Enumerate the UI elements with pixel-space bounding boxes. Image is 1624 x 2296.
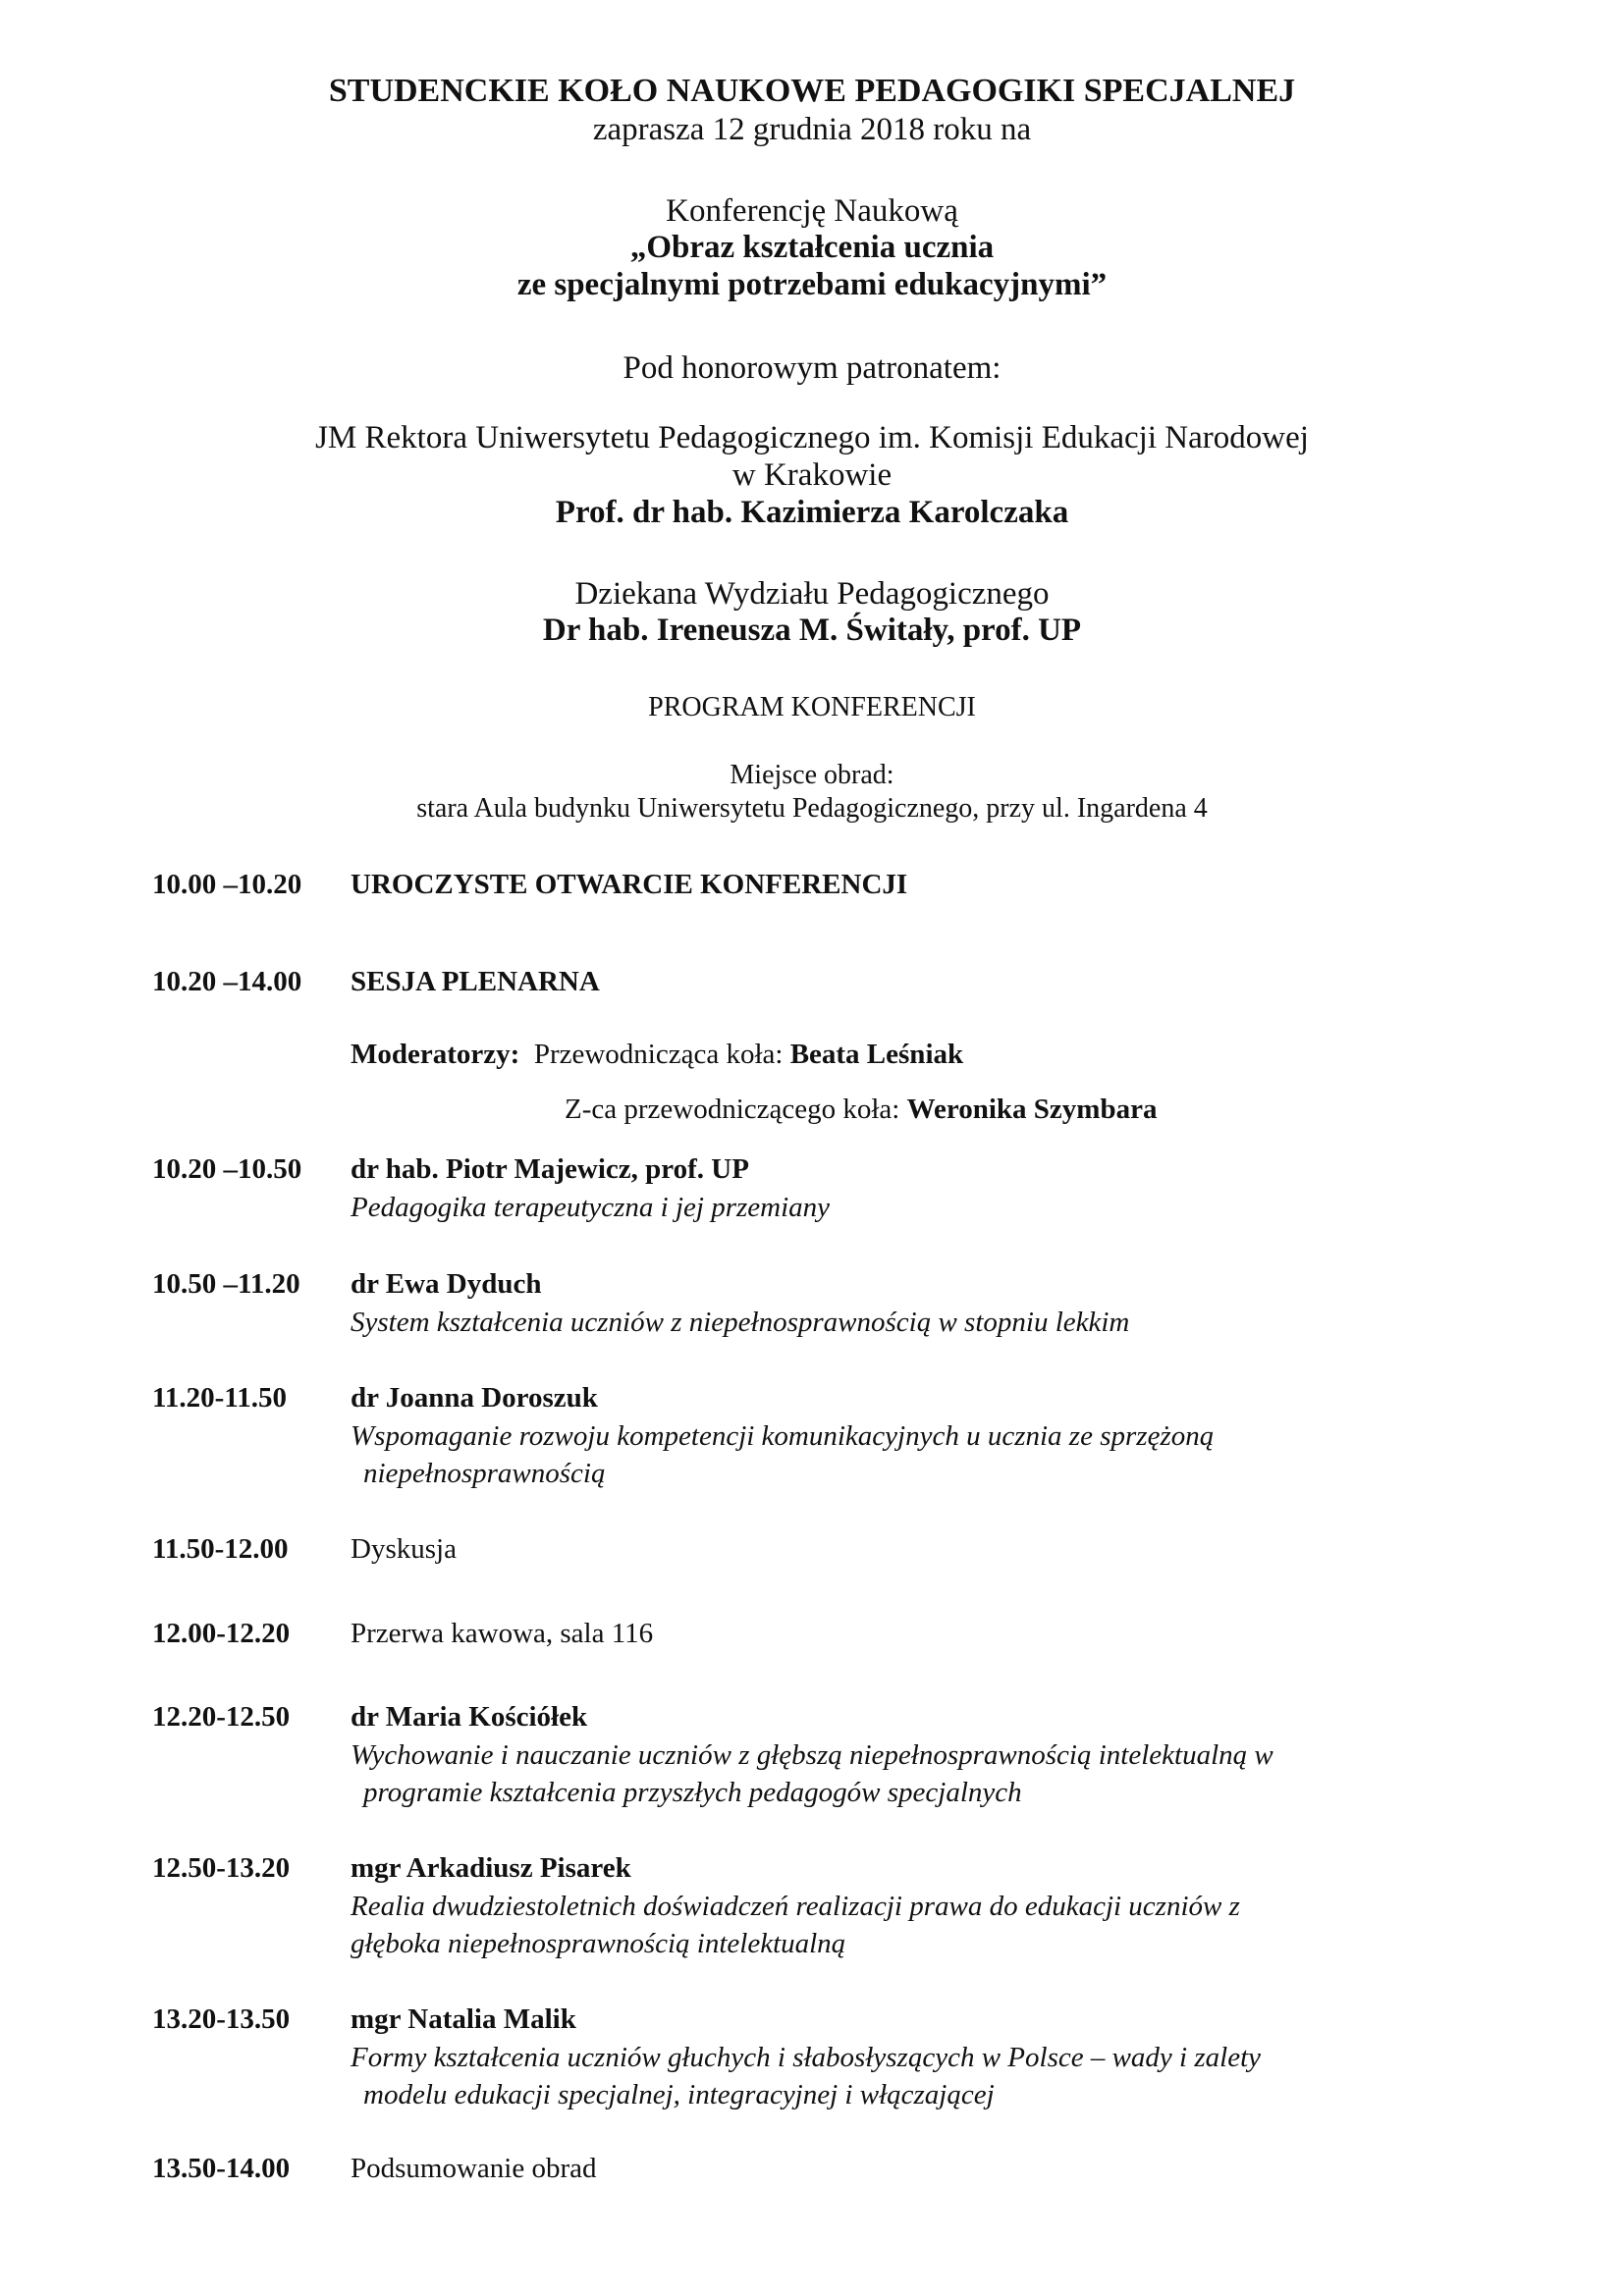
program-heading: PROGRAM KONFERENCJI — [648, 692, 976, 722]
talk-speaker: dr hab. Piotr Majewicz, prof. UP — [351, 1153, 749, 1185]
rector-name: Prof. dr hab. Kazimierza Karolczaka — [555, 495, 1069, 530]
talk-title-cont: programie kształcenia przyszłych pedagogów specjalnych — [363, 1777, 1022, 1808]
item-time: 12.00-12.20 — [152, 1618, 291, 1649]
talk-time: 12.50-13.20 — [152, 1852, 291, 1884]
venue-label: Miejsce obrad: — [730, 760, 894, 790]
talk-title: Formy kształcenia uczniów głuchych i słabosłyszących w Polsce – wady i zalety — [351, 2042, 1262, 2073]
talk-title: Pedagogika terapeutyczna i jej przemiany — [351, 1192, 831, 1223]
talk-speaker: dr Maria Kościółek — [351, 1701, 588, 1733]
moderators-label: Moderatorzy: — [351, 1039, 520, 1070]
rector-line1: JM Rektora Uniwersytetu Pedagogicznego im. Komisji Edukacji Narodowej — [315, 420, 1309, 455]
talk-time: 11.20-11.50 — [152, 1382, 287, 1414]
moderators-row-1 — [351, 1039, 963, 1071]
dean-line: Dziekana Wydziału Pedagogicznego — [574, 576, 1050, 612]
item-label: Przerwa kawowa, sala 116 — [351, 1618, 654, 1649]
item-time: 11.50-12.00 — [152, 1533, 289, 1565]
item-label: Dyskusja — [351, 1533, 457, 1565]
conference-title-line2: ze specjalnymi potrzebami edukacyjnymi” — [516, 267, 1108, 302]
talk-title-cont: modelu edukacji specjalnej, integracyjnej i włączającej — [363, 2079, 995, 2110]
opening-time: 10.00 –10.20 — [152, 869, 302, 900]
talk-title: Wychowanie i nauczanie uczniów z głębszą niepełnosprawnością intelektualną w — [351, 1739, 1273, 1771]
item-time: 13.50-14.00 — [152, 2153, 291, 2184]
moderators-row-2 — [565, 1094, 1157, 1126]
talk-title: Realia dwudziestoletnich doświadczeń realizacji prawa do edukacji uczniów z — [351, 1891, 1240, 1922]
talk-title-cont: głęboka niepełnosprawnością intelektualną — [351, 1928, 846, 1959]
plenary-time: 10.20 –14.00 — [152, 966, 302, 997]
moderator-role-1: Przewodnicząca koła: — [533, 1039, 784, 1070]
talk-title-cont: niepełnosprawnością — [363, 1458, 606, 1489]
rector-line2: w Krakowie — [731, 457, 893, 493]
venue-address: stara Aula budynku Uniwersytetu Pedagogicznego, przy ul. Ingardena 4 — [416, 793, 1208, 824]
talk-time: 12.20-12.50 — [152, 1701, 291, 1733]
talk-title: System kształcenia uczniów z niepełnosprawnością w stopniu lekkim — [351, 1307, 1130, 1338]
organizer-heading: STUDENCKIE KOŁO NAUKOWE PEDAGOGIKI SPECJALNEJ — [328, 73, 1296, 109]
talk-speaker: dr Joanna Doroszuk — [351, 1382, 598, 1414]
patronage-label: Pod honorowym patronatem: — [623, 350, 1001, 386]
plenary-label: SESJA PLENARNA — [351, 966, 600, 997]
item-label: Podsumowanie obrad — [351, 2153, 597, 2184]
talk-time: 13.20-13.50 — [152, 2003, 291, 2035]
moderator-role-2: Z-ca przewodniczącego koła: — [565, 1094, 900, 1125]
conference-type: Konferencję Naukową — [666, 193, 958, 229]
dean-name: Dr hab. Ireneusza M. Świtały, prof. UP — [542, 613, 1082, 648]
invitation-date: zaprasza 12 grudnia 2018 roku na — [592, 112, 1032, 147]
moderator-name-2: Weronika Szymbara — [906, 1094, 1158, 1125]
moderator-name-1: Beata Leśniak — [789, 1039, 964, 1070]
talk-speaker: mgr Natalia Malik — [351, 2003, 576, 2035]
conference-title-line1: „Obraz kształcenia ucznia — [629, 230, 995, 265]
talk-time: 10.50 –11.20 — [152, 1268, 300, 1300]
talk-speaker: dr Ewa Dyduch — [351, 1268, 542, 1300]
talk-title: Wspomaganie rozwoju kompetencji komunikacyjnych u ucznia ze sprzężoną — [351, 1420, 1215, 1452]
talk-time: 10.20 –10.50 — [152, 1153, 302, 1185]
opening-label: UROCZYSTE OTWARCIE KONFERENCJI — [351, 869, 908, 900]
talk-speaker: mgr Arkadiusz Pisarek — [351, 1852, 631, 1884]
